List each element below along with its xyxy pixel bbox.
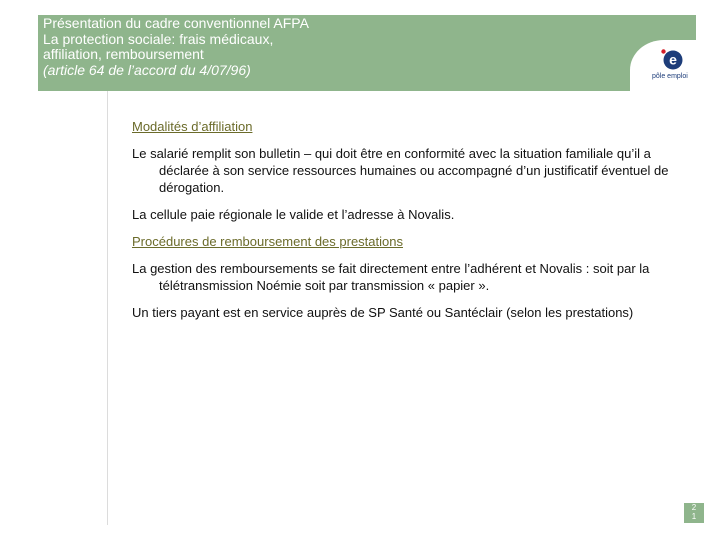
paragraph-tiers-payant: Un tiers payant est en service auprès de SP Santé ou Santéclair (selon les prestations) (132, 305, 634, 320)
page-number-top: 2 (691, 503, 697, 512)
paragraph-validation: La cellule paie régionale le valide et l’adresse à Novalis. (132, 207, 455, 222)
left-divider (107, 91, 108, 525)
slide-subtitle-line2: affiliation, remboursement (43, 46, 204, 62)
page-number (684, 503, 704, 523)
pole-emploi-logo (630, 40, 696, 96)
slide-title: Présentation du cadre conventionnel AFPA (43, 15, 309, 31)
slide-subtitle-line1: La protection sociale: frais médicaux, (43, 30, 274, 47)
logo-e-icon (630, 40, 696, 96)
section-title-affiliation: Modalités d’affiliation (132, 119, 253, 134)
slide-subtitle-line3: (article 64 de l’accord du 4/07/96) (43, 61, 251, 78)
slide-title-block (43, 16, 403, 78)
page-number-bottom: 1 (691, 512, 697, 521)
logo-letter: e (669, 51, 677, 68)
paragraph-bulletin: Le salarié remplit son bulletin – qui doit être en conformité avec la situation familiale qu’il a déclarée à son service ressources humaines ou accompagné d’un justificatif éventuel de dérogation. (132, 146, 669, 195)
slide-body (132, 118, 692, 331)
section-title-remboursement: Procédures de remboursement des prestations (132, 234, 403, 249)
paragraph-gestion: La gestion des remboursements se fait directement entre l’adhérent et Novalis : soit par la télétransmission Noémie soit par transmission « papier ». (132, 261, 650, 293)
logo-wordmark: pôle emploi (652, 73, 688, 80)
